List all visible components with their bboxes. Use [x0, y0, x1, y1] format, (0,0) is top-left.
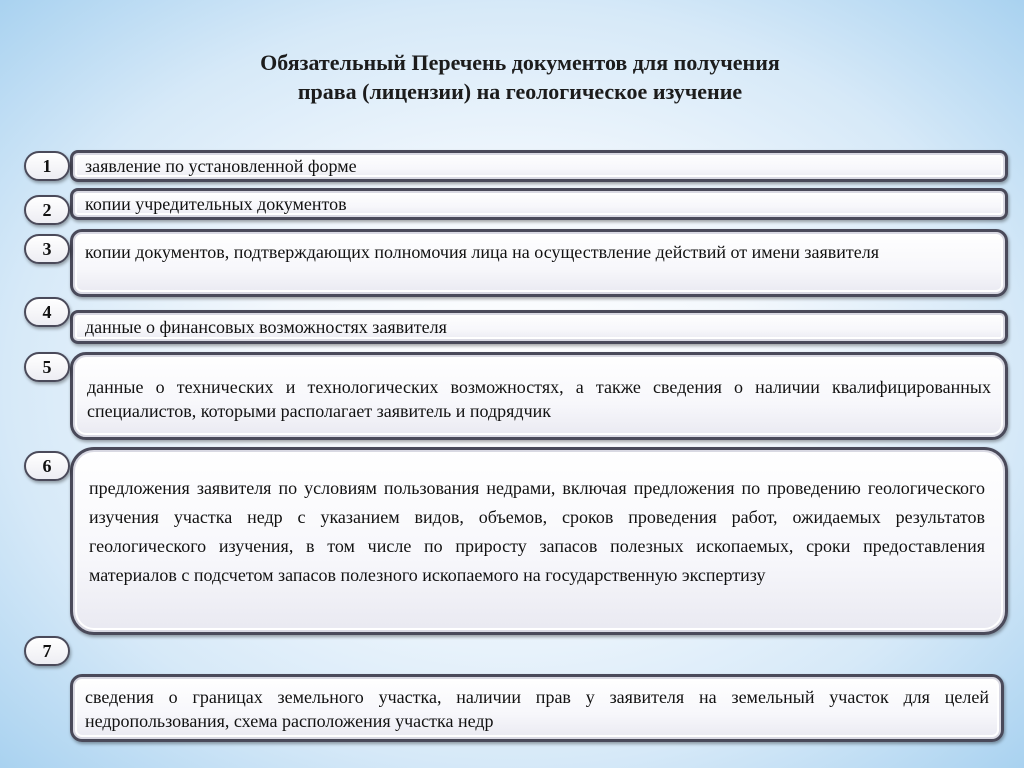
document-item-2-text: копии учредительных документов [85, 194, 347, 214]
item-number-badge-5: 5 [24, 352, 70, 382]
document-item-3-text: копии документов, подтверждающих полномочия лица на осуществление действий от имени заявителя [85, 242, 880, 262]
item-number-badge-1: 1 [24, 151, 70, 181]
item-number-badge-6: 6 [24, 451, 70, 481]
page-title-line-2: права (лицензии) на геологическое изучение [297, 79, 743, 104]
document-item-4 [70, 310, 1008, 344]
document-item-6 [70, 447, 1008, 635]
item-number-badge-4: 4 [24, 297, 70, 327]
document-item-4-text: данные о финансовых возможностях заявителя [85, 317, 447, 337]
document-item-3 [70, 229, 1008, 297]
page-title-line-1: Обязательный Перечень документов для получения [260, 50, 780, 75]
document-item-2 [70, 188, 1008, 220]
item-number-badge-7: 7 [24, 636, 70, 666]
item-number-badge-2: 2 [24, 195, 70, 225]
page-title [150, 48, 890, 106]
document-item-7 [70, 674, 1004, 742]
item-number-badge-3: 3 [24, 234, 70, 264]
document-item-6-text: предложения заявителя по условиям пользования недрами, включая предложения по проведению геологического изучения участка недр с указанием видов, объемов, сроков проведения работ, ожидаемых результатов геологического изучения, в том числе по приросту запасов полезных ископаемых, сроки предоставления материалов с подсчетом запасов полезного ископаемого на государственную экспертизу [89, 478, 985, 585]
document-item-1-text: заявление по установленной форме [85, 156, 357, 176]
document-item-1 [70, 150, 1008, 182]
document-item-7-text: сведения о границах земельного участка, наличии прав у заявителя на земельный участок для целей недропользования, схема расположения участка недр [85, 687, 989, 731]
document-item-5 [70, 352, 1008, 440]
document-item-5-text: данные о технических и технологических возможностях, а также сведения о наличии квалифицированных специалистов, которыми располагает заявитель и подрядчик [87, 377, 991, 421]
